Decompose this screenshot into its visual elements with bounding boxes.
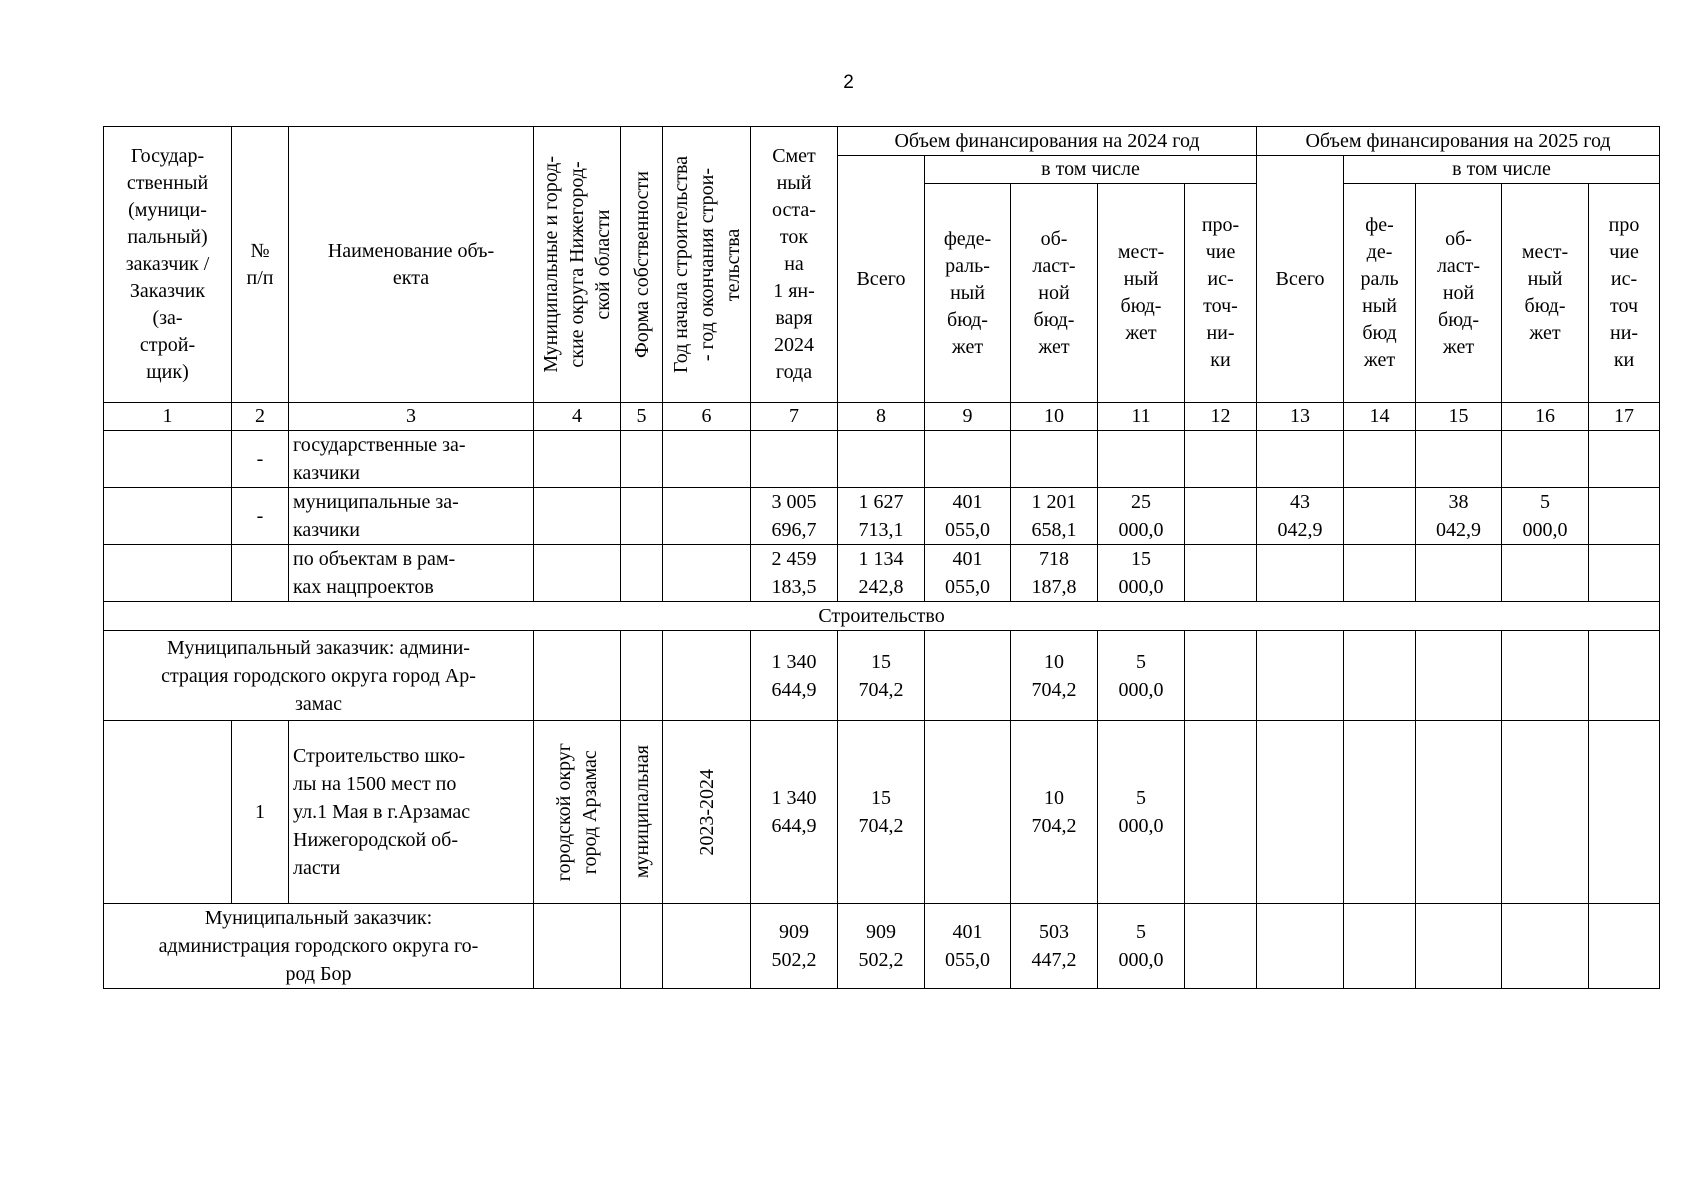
cell-empty	[1257, 721, 1344, 904]
header-years-cell	[663, 127, 751, 403]
column-number: 1	[104, 403, 232, 431]
cell-empty	[1589, 631, 1660, 721]
column-number: 9	[925, 403, 1011, 431]
column-number: 4	[534, 403, 621, 431]
cell-total-2024: 1 134 242,8	[838, 545, 925, 602]
column-number: 14	[1344, 403, 1416, 431]
cell-empty	[534, 431, 621, 488]
header-ownership: Форма собственности	[630, 171, 653, 358]
cell-empty	[1502, 904, 1589, 989]
section-row	[104, 602, 1660, 631]
cell-empty	[925, 721, 1011, 904]
column-number: 16	[1502, 403, 1589, 431]
cell-empty	[1257, 631, 1344, 721]
cell-empty	[1589, 488, 1660, 545]
ownership-text: муниципальная	[630, 745, 653, 879]
column-number: 2	[232, 403, 289, 431]
cell-regional-2024: 10 704,2	[1011, 721, 1098, 904]
table-row-arzamas-customer	[104, 631, 1660, 721]
cell-empty	[1502, 545, 1589, 602]
column-number: 11	[1098, 403, 1185, 431]
cell-empty	[621, 545, 663, 602]
cell-federal-2024: 401 055,0	[925, 488, 1011, 545]
header-total-2024: Всего	[838, 156, 925, 403]
cell-empty	[1257, 904, 1344, 989]
cell-estimate: 1 340 644,9	[751, 721, 838, 904]
row-customer-name: Муниципальный заказчик: админи- страция городского округа город Ар- замас	[104, 631, 534, 721]
cell-empty	[1589, 721, 1660, 904]
cell-empty	[925, 631, 1011, 721]
header-other-2024: про- чие ис- точ- ни- ки	[1185, 184, 1257, 403]
cell-total-2025: 43 042,9	[1257, 488, 1344, 545]
page-number: 2	[843, 72, 854, 93]
cell-municipality	[534, 721, 621, 904]
table-row-bor-customer	[104, 904, 1660, 989]
cell-local-2024: 5 000,0	[1098, 904, 1185, 989]
cell-regional-2024: 718 187,8	[1011, 545, 1098, 602]
cell-years	[663, 721, 751, 904]
cell-empty	[621, 488, 663, 545]
cell-total-2024: 15 704,2	[838, 721, 925, 904]
cell-empty	[1416, 904, 1502, 989]
row-number: -	[232, 431, 289, 488]
cell-total-2024: 909 502,2	[838, 904, 925, 989]
financing-table	[103, 126, 1660, 989]
cell-empty	[663, 488, 751, 545]
row-number: -	[232, 488, 289, 545]
cell-empty	[1344, 631, 1416, 721]
cell-empty	[663, 904, 751, 989]
row-customer-name: Муниципальный заказчик: администрация городского округа го- род Бор	[104, 904, 534, 989]
municipality-text: городской округ город Арзамас	[553, 742, 601, 882]
cell-estimate: 1 340 644,9	[751, 631, 838, 721]
cell-empty	[1416, 431, 1502, 488]
cell-empty	[104, 488, 232, 545]
cell-estimate: 2 459 183,5	[751, 545, 838, 602]
cell-empty	[1011, 431, 1098, 488]
column-number: 6	[663, 403, 751, 431]
column-number: 5	[621, 403, 663, 431]
column-number: 13	[1257, 403, 1344, 431]
cell-estimate: 909 502,2	[751, 904, 838, 989]
header-local-2024: мест- ный бюд- жет	[1098, 184, 1185, 403]
row-name: муниципальные за- казчики	[289, 488, 534, 545]
cell-empty	[838, 431, 925, 488]
cell-empty	[1502, 431, 1589, 488]
table-row-state-customers	[104, 431, 1660, 488]
header-local-2025: мест- ный бюд- жет	[1502, 184, 1589, 403]
cell-empty	[1185, 631, 1257, 721]
cell-total-2024: 15 704,2	[838, 631, 925, 721]
cell-empty	[1589, 904, 1660, 989]
cell-empty	[534, 488, 621, 545]
column-number: 12	[1185, 403, 1257, 431]
cell-empty	[1344, 431, 1416, 488]
cell-regional-2024: 1 201 658,1	[1011, 488, 1098, 545]
row-name: государственные за- казчики	[289, 431, 534, 488]
header-federal-2024: феде- раль- ный бюд- жет	[925, 184, 1011, 403]
header-municipality: Муниципальные и город- ские округа Нижегород- ской области	[540, 156, 614, 373]
cell-empty	[1185, 904, 1257, 989]
cell-empty	[104, 545, 232, 602]
header-years: Год начала строительства - год окончания строи- тельства	[669, 155, 744, 374]
table-row-municipal-customers	[104, 488, 1660, 545]
cell-local-2024: 25 000,0	[1098, 488, 1185, 545]
cell-empty	[534, 904, 621, 989]
cell-empty	[621, 631, 663, 721]
cell-empty	[1098, 431, 1185, 488]
row-number: 1	[232, 721, 289, 904]
cell-empty	[1589, 545, 1660, 602]
cell-empty	[1185, 488, 1257, 545]
column-number: 15	[1416, 403, 1502, 431]
cell-empty	[1344, 488, 1416, 545]
cell-regional-2024: 503 447,2	[1011, 904, 1098, 989]
cell-empty	[232, 545, 289, 602]
cell-empty	[1344, 721, 1416, 904]
header-municipality-cell	[534, 127, 621, 403]
column-number: 10	[1011, 403, 1098, 431]
cell-empty	[1416, 631, 1502, 721]
cell-empty	[751, 431, 838, 488]
section-title: Строительство	[104, 602, 1660, 631]
cell-federal-2024: 401 055,0	[925, 904, 1011, 989]
cell-empty	[621, 904, 663, 989]
cell-local-2024: 5 000,0	[1098, 721, 1185, 904]
header-including-2025: в том числе	[1344, 156, 1660, 184]
header-number: № п/п	[232, 127, 289, 403]
cell-empty	[621, 431, 663, 488]
cell-federal-2024: 401 055,0	[925, 545, 1011, 602]
cell-empty	[104, 431, 232, 488]
cell-empty	[663, 545, 751, 602]
cell-regional-2025: 38 042,9	[1416, 488, 1502, 545]
cell-empty	[1185, 431, 1257, 488]
cell-ownership	[621, 721, 663, 904]
cell-total-2024: 1 627 713,1	[838, 488, 925, 545]
row-name: по объектам в рам- ках нацпроектов	[289, 545, 534, 602]
header-regional-2024: об- ласт- ной бюд- жет	[1011, 184, 1098, 403]
cell-local-2024: 5 000,0	[1098, 631, 1185, 721]
header-financing-2025: Объем финансирования на 2025 год	[1257, 127, 1660, 156]
row-object-name: Строительство шко- лы на 1500 мест по ул.1 Мая в г.Арзамас Нижегородской об- ласти	[289, 721, 534, 904]
cell-empty	[1257, 545, 1344, 602]
header-regional-2025: об- ласт- ной бюд- жет	[1416, 184, 1502, 403]
header-total-2025: Всего	[1257, 156, 1344, 403]
cell-empty	[1589, 431, 1660, 488]
cell-empty	[925, 431, 1011, 488]
cell-empty	[534, 545, 621, 602]
cell-local-2025: 5 000,0	[1502, 488, 1589, 545]
column-number-row	[104, 403, 1660, 431]
header-object-name: Наименование объ- екта	[289, 127, 534, 403]
cell-empty	[1502, 631, 1589, 721]
cell-local-2024: 15 000,0	[1098, 545, 1185, 602]
table-row-national-projects	[104, 545, 1660, 602]
header-including-2024: в том числе	[925, 156, 1257, 184]
cell-empty	[1185, 721, 1257, 904]
cell-empty	[1257, 431, 1344, 488]
cell-empty	[1344, 545, 1416, 602]
header-estimate: Смет ный оста- ток на 1 ян- варя 2024 года	[751, 127, 838, 403]
cell-empty	[1416, 721, 1502, 904]
header-customer: Государ- ственный (муници- пальный) заказчик / Заказчик (за- строй- щик)	[104, 127, 232, 403]
column-number: 8	[838, 403, 925, 431]
cell-empty	[663, 431, 751, 488]
cell-empty	[1344, 904, 1416, 989]
cell-estimate: 3 005 696,7	[751, 488, 838, 545]
header-federal-2025: фе- де- раль ный бюд жет	[1344, 184, 1416, 403]
header-ownership-cell	[621, 127, 663, 403]
cell-empty	[104, 721, 232, 904]
header-financing-2024: Объем финансирования на 2024 год	[838, 127, 1257, 156]
cell-empty	[1185, 545, 1257, 602]
column-number: 17	[1589, 403, 1660, 431]
cell-regional-2024: 10 704,2	[1011, 631, 1098, 721]
table-row-school-object	[104, 721, 1660, 904]
header-other-2025: про чие ис- точ ни- ки	[1589, 184, 1660, 403]
cell-empty	[663, 631, 751, 721]
cell-empty	[1502, 721, 1589, 904]
years-text: 2023-2024	[695, 768, 718, 856]
cell-empty	[1416, 545, 1502, 602]
column-number: 3	[289, 403, 534, 431]
cell-empty	[534, 631, 621, 721]
column-number: 7	[751, 403, 838, 431]
